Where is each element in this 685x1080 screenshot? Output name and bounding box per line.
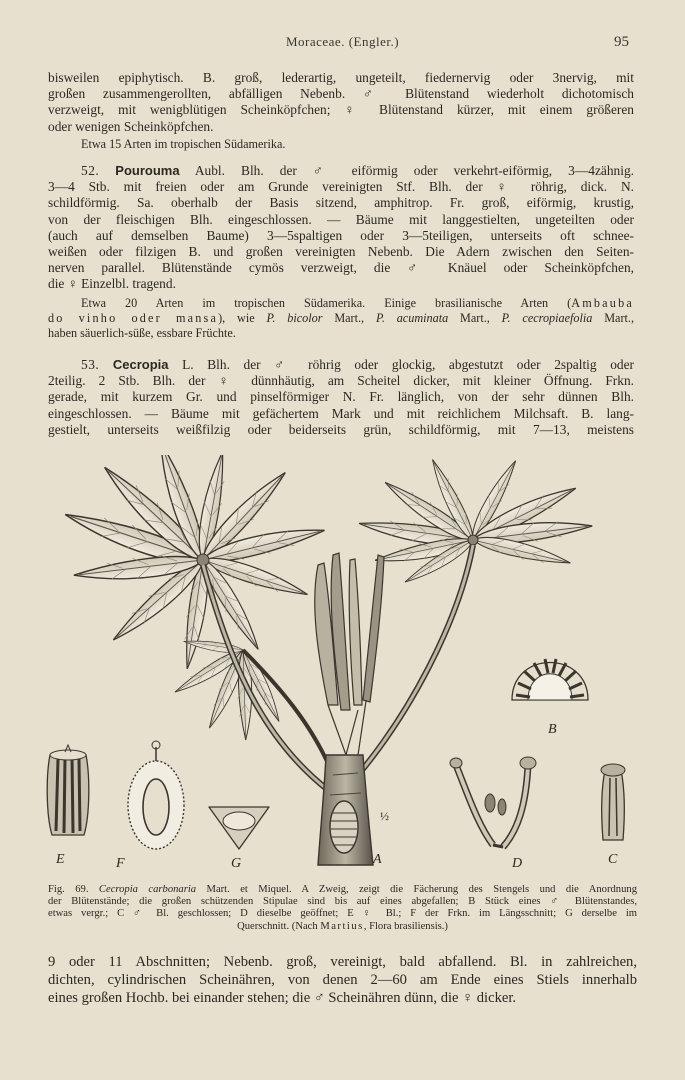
- text-line: die ♀ Einzelbl. tragend.: [48, 276, 176, 292]
- main-stem: [318, 755, 373, 865]
- note-text: Mart.,: [322, 310, 376, 325]
- genus-description: L. Blh. der ♂ röhrig oder glockig, abgestutzt oder 2spaltig oder: [182, 357, 634, 372]
- caption-line: [48, 921, 637, 933]
- figure-label-g: G: [231, 856, 242, 871]
- figure-label-d: D: [512, 856, 523, 871]
- caption-text: Fig. 69.: [48, 884, 99, 895]
- text-line: großen zusammengerollten, abfälligen Nebenb. ♂ Blütenstand wiederholt dichotomisch: [48, 86, 634, 102]
- genus-name: Cecropia: [112, 357, 169, 372]
- page-number: 95: [614, 34, 629, 50]
- detail-d-male-flower-open: [450, 757, 536, 847]
- right-leaf: [358, 456, 593, 587]
- genus-number: 52.: [81, 163, 100, 178]
- text-line: von der fleischigen Blh. eingeschlossen. — Bäume mit langgestielten, ungeteilten oder: [48, 211, 634, 227]
- detail-f-ovary-section: [128, 741, 184, 849]
- species-name: P. bicolor: [266, 310, 323, 325]
- paragraph-continuation: [48, 953, 637, 1007]
- caption-text: , Flora brasiliensis.): [363, 920, 448, 932]
- scale-label: ½: [380, 809, 389, 823]
- detail-g-ovary-cross-section: [209, 807, 269, 849]
- figure-label-e: E: [56, 852, 65, 867]
- text-line: eingeschlossen. — Bäume mit gefächertem Mark und mit reichlichem Milchsaft. B. lang-: [48, 405, 634, 421]
- running-head: [0, 34, 685, 52]
- detail-c-male-flower-closed: [601, 764, 625, 840]
- caption-line: der Blütenstände; die großen schützenden Stipulae sind bis auf eines abgefallen; B Stück eines ♂ Blütenstandes,: [48, 896, 637, 908]
- note-line: [48, 296, 634, 311]
- botanical-illustration: [28, 455, 658, 875]
- caption-line: [48, 884, 637, 896]
- detail-e-female-flower: [47, 745, 89, 835]
- text-line: 9 oder 11 Abschnitten; Nebenb. groß, vereinigt, bald abfallend. Bl. in zahlreichen,: [48, 954, 637, 970]
- genus-number: 53.: [81, 357, 100, 372]
- note-text: Etwa 20 Arten im tropischen Südamerika. Einige brasilianische Arten (: [81, 295, 572, 310]
- text-line: 2teilig. 2 Stb. Blh. der ♀ dünnhäutig, am Scheitel dicker, mit kleiner Öffnung. Frkn.: [48, 373, 634, 389]
- caption-line: etwas vergr.; C ♂ Bl. geschlossen; D dieselbe geöffnet; E ♀ Bl.; F der Frkn. im Längsschnitt; G derselbe im: [48, 908, 637, 920]
- text-line: eines großen Hochb. bei einander stehen; die ♂ Scheinähren dünn, die ♀ dicker.: [48, 990, 517, 1006]
- genus-heading-line: [48, 163, 634, 179]
- figure-label-a: A: [373, 852, 382, 867]
- text-line: verzweigt, mit wenigblütigen Scheinköpfchen; ♀ Blütenstand kürzer, mit einem größeren: [48, 102, 634, 118]
- note-text: Mart.,: [592, 310, 634, 325]
- figure-caption: [48, 884, 637, 933]
- vernacular-name: do vinho oder mansa: [48, 310, 219, 325]
- species-name: P. cecropiaefolia: [501, 310, 593, 325]
- genus-description: Aubl. Blh. der ♂ eiförmig oder verkehrt-eiförmig, 3—4zähnig.: [194, 163, 634, 178]
- species-name: P. acuminata: [375, 310, 449, 325]
- genus-heading-line: [48, 357, 634, 373]
- text-line: dichten, cylindrischen Scheinähren, von denen 2—60 am Ende eines Stiels innerhalb: [48, 972, 637, 988]
- note-line: [48, 311, 634, 326]
- figure-label-b: B: [548, 722, 557, 737]
- figure-label-c: C: [608, 852, 618, 867]
- caption-text: Mart. et Miquel. A Zweig, zeigt die Fächerung des Stengels und die Anordnung: [196, 884, 637, 895]
- figure-label-f: F: [116, 856, 125, 871]
- genus-name: Pourouma: [115, 163, 180, 178]
- text-line: 3—4 Stb. mit freien oder am Grunde vereinigten Stf. Blh. der ♀ röhrig, dick. N.: [48, 179, 634, 195]
- genus-entry-pourouma: [48, 163, 634, 341]
- text-line: weißen oder filzigen B. und großen vereinigten Nebenb. Die Adern zwischen den Seiten-: [48, 244, 634, 260]
- species-note: Etwa 15 Arten im tropischen Südamerika.: [81, 136, 286, 151]
- illustration-svg: [28, 455, 658, 875]
- left-leaf: [62, 455, 327, 670]
- caption-text: Querschnitt. (Nach: [237, 920, 321, 932]
- text-line: nerven parallel. Blütenstände cymös verzweigt, die ♂ Knäuel oder Scheinköpfchen,: [48, 260, 634, 276]
- text-line: gerade, mit kurzem Gr. und pinselförmiger N. Fr. länglich, von der sehr dünnen Blh.: [48, 389, 634, 405]
- detail-b-inflorescence-section: [512, 659, 588, 700]
- running-title: Moraceae. (Engler.): [285, 34, 400, 49]
- note-text: Mart.,: [448, 310, 502, 325]
- note-line: haben säuerlich-süße, essbare Früchte.: [48, 325, 236, 340]
- genus-entry-cecropia: [48, 357, 634, 438]
- text-line: gestielt, unterseits weißfilzig oder beiderseits grün, schildförmig, mit 7—13, meistens: [48, 421, 634, 437]
- note-text: ), wie: [218, 310, 267, 325]
- species-name: Cecropia carbonaria: [98, 884, 197, 895]
- author-name: Martius: [320, 920, 364, 932]
- text-line: oder wenigen Scheinköpfchen.: [48, 118, 214, 134]
- text-line: (auch auf demselben Baume) 3—5spaltigen oder 3—5teiligen, unterseits oft schnee-: [48, 227, 634, 243]
- inflorescence-spikes: [315, 553, 384, 755]
- text-line: bisweilen epiphytisch. B. groß, lederartig, ungeteilt, fiedernervig oder 3nervig, mit: [48, 70, 634, 85]
- vernacular-name: Ambauba: [571, 295, 634, 310]
- text-line: schildförmig. Sa. oberhalb der Basis sitzend, amphitrop. Fr. groß, eiförmig, krustig,: [48, 195, 634, 211]
- paragraph-intro: [48, 70, 634, 152]
- species-note: [48, 296, 634, 341]
